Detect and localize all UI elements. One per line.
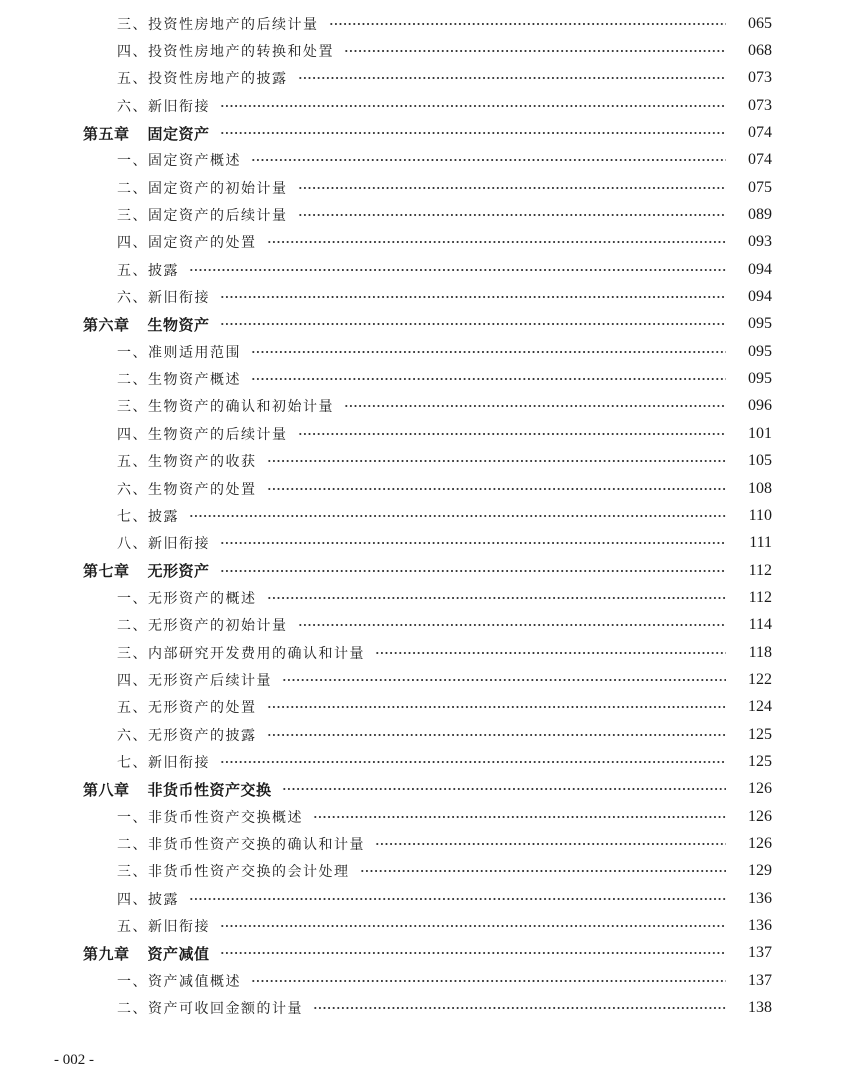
dot-leader [375,843,726,845]
section-title: 三、固定资产的后续计量 [117,208,288,225]
page-number: 094 [748,288,772,306]
page-number: 110 [748,506,772,524]
page-number: 138 [748,999,772,1017]
page-number: 114 [748,616,772,634]
page-number: 126 [748,780,772,798]
dot-leader [220,323,726,325]
dot-leader [375,652,726,654]
dot-leader [313,816,726,818]
chapter-heading [0,314,210,335]
toc-section-entry [0,448,850,475]
section-title: 六、无形资产的披露 [117,727,257,744]
page-number: 108 [748,479,772,497]
toc-section-entry [0,994,850,1021]
toc-section-entry [0,912,850,939]
toc-section-entry [0,530,850,557]
dot-leader [220,570,726,572]
chapter-title: 资产减值 [147,944,210,963]
dot-leader [267,241,727,243]
dot-leader [298,214,727,216]
dot-leader [251,378,726,380]
toc-section-entry [0,420,850,447]
page-number: 111 [749,534,772,552]
dot-leader [251,351,726,353]
dot-leader [313,1007,726,1009]
page-number: 125 [748,725,772,743]
section-title: 四、生物资产的后续计量 [117,426,288,443]
page-number: 129 [748,862,772,880]
page-number: 122 [748,670,772,688]
section-title: 四、无形资产后续计量 [117,672,272,689]
toc-chapter-entry [0,311,850,338]
dot-leader [220,542,726,544]
page-number: 112 [748,588,772,606]
toc-section-entry [0,502,850,529]
toc-chapter-entry [0,119,850,146]
section-title: 五、新旧衔接 [117,919,210,936]
section-title: 一、资产减值概述 [117,973,241,990]
toc-section-entry [0,694,850,721]
chapter-number: 第六章 [83,315,130,334]
toc-section-entry [0,256,850,283]
section-title: 四、固定资产的处置 [117,235,257,252]
page-number: 125 [748,752,772,770]
section-title: 七、新旧衔接 [117,754,210,771]
chapter-heading [0,560,210,581]
section-title: 三、投资性房地产的后续计量 [117,16,319,33]
toc-section-entry [0,365,850,392]
page-number: 105 [748,452,772,470]
toc-section-entry [0,721,850,748]
toc-section-entry [0,584,850,611]
dot-leader [329,23,727,25]
dot-leader [189,515,726,517]
section-title: 六、新旧衔接 [117,98,210,115]
section-title: 三、内部研究开发费用的确认和计量 [117,645,365,662]
section-title: 五、投资性房地产的披露 [117,71,288,88]
page-number: 074 [748,124,772,142]
dot-leader [282,679,726,681]
dot-leader [220,761,726,763]
toc-section-entry [0,612,850,639]
dot-leader [251,980,726,982]
section-title: 一、无形资产的概述 [117,590,257,607]
toc-section-entry [0,174,850,201]
page-number: 089 [748,206,772,224]
page-number: 073 [748,69,772,87]
toc-section-entry [0,92,850,119]
toc-section-entry [0,10,850,37]
toc-section-entry [0,229,850,256]
dot-leader [189,269,726,271]
section-title: 三、生物资产的确认和初始计量 [117,399,334,416]
chapter-number: 第九章 [83,944,130,963]
toc-section-entry [0,967,850,994]
dot-leader [220,132,726,134]
page-number: 095 [748,315,772,333]
dot-leader [267,706,727,708]
page-number: 101 [748,424,772,442]
dot-leader [298,624,727,626]
toc-section-entry [0,885,850,912]
chapter-title: 生物资产 [147,315,210,334]
section-title: 二、生物资产概述 [117,372,241,389]
toc-section-entry [0,803,850,830]
page-number: 094 [748,260,772,278]
chapter-heading [0,123,210,144]
toc-chapter-entry [0,776,850,803]
toc-section-entry [0,65,850,92]
section-title: 七、披露 [117,508,179,525]
page-number: 118 [748,643,772,661]
section-title: 二、非货币性资产交换的确认和计量 [117,836,365,853]
dot-leader [267,488,727,490]
toc-section-entry [0,201,850,228]
toc-section-entry [0,748,850,775]
page-number: 137 [748,944,772,962]
chapter-heading [0,943,210,964]
toc-chapter-entry [0,557,850,584]
page-number: 112 [748,561,772,579]
section-title: 三、非货币性资产交换的会计处理 [117,864,350,881]
section-title: 六、生物资产的处置 [117,481,257,498]
toc-section-entry [0,830,850,857]
toc-section-entry [0,283,850,310]
chapter-title: 无形资产 [147,562,210,581]
section-title: 一、固定资产概述 [117,153,241,170]
page-number: 096 [748,397,772,415]
section-title: 一、非货币性资产交换概述 [117,809,303,826]
dot-leader [220,105,726,107]
section-title: 五、生物资产的收获 [117,454,257,471]
section-title: 五、披露 [117,262,179,279]
section-title: 四、投资性房地产的转换和处置 [117,44,334,61]
section-title: 六、新旧衔接 [117,290,210,307]
page-number: 126 [748,834,772,852]
dot-leader [267,597,727,599]
chapter-number: 第七章 [83,562,130,581]
toc-section-entry [0,475,850,502]
page-number-footer: - 002 - [54,1052,94,1068]
page-number: 068 [748,42,772,60]
chapter-heading [0,779,272,800]
page-number: 137 [748,971,772,989]
page-number: 075 [748,178,772,196]
dot-leader [282,788,726,790]
section-title: 八、新旧衔接 [117,536,210,553]
page-number: 136 [748,917,772,935]
section-title: 二、无形资产的初始计量 [117,618,288,635]
toc-section-entry [0,338,850,365]
toc-section-entry [0,37,850,64]
chapter-title: 固定资产 [147,124,210,143]
dot-leader [344,405,726,407]
toc-section-entry [0,393,850,420]
dot-leader [220,952,726,954]
table-of-contents [0,10,850,1022]
page-number: 074 [748,151,772,169]
toc-section-entry [0,147,850,174]
page-number: 095 [748,342,772,360]
page-number: 124 [748,698,772,716]
page-number: 136 [748,889,772,907]
dot-leader [251,159,726,161]
page-number: 126 [748,807,772,825]
dot-leader [298,187,727,189]
section-title: 二、资产可收回金额的计量 [117,1001,303,1018]
toc-section-entry [0,639,850,666]
section-title: 四、披露 [117,891,179,908]
dot-leader [267,460,727,462]
section-title: 一、准则适用范围 [117,344,241,361]
dot-leader [220,296,726,298]
toc-section-entry [0,666,850,693]
page-number: 073 [748,96,772,114]
chapter-number: 第八章 [83,780,130,799]
section-title: 二、固定资产的初始计量 [117,180,288,197]
section-title: 五、无形资产的处置 [117,700,257,717]
toc-chapter-entry [0,940,850,967]
dot-leader [360,870,727,872]
toc-section-entry [0,858,850,885]
chapter-number: 第五章 [83,124,130,143]
chapter-title: 非货币性资产交换 [147,780,272,799]
page-number: 065 [748,14,772,32]
dot-leader [298,77,727,79]
dot-leader [189,898,726,900]
page-number: 093 [748,233,772,251]
page-number: 095 [748,370,772,388]
dot-leader [220,925,726,927]
dot-leader [298,433,727,435]
dot-leader [344,50,726,52]
dot-leader [267,734,727,736]
